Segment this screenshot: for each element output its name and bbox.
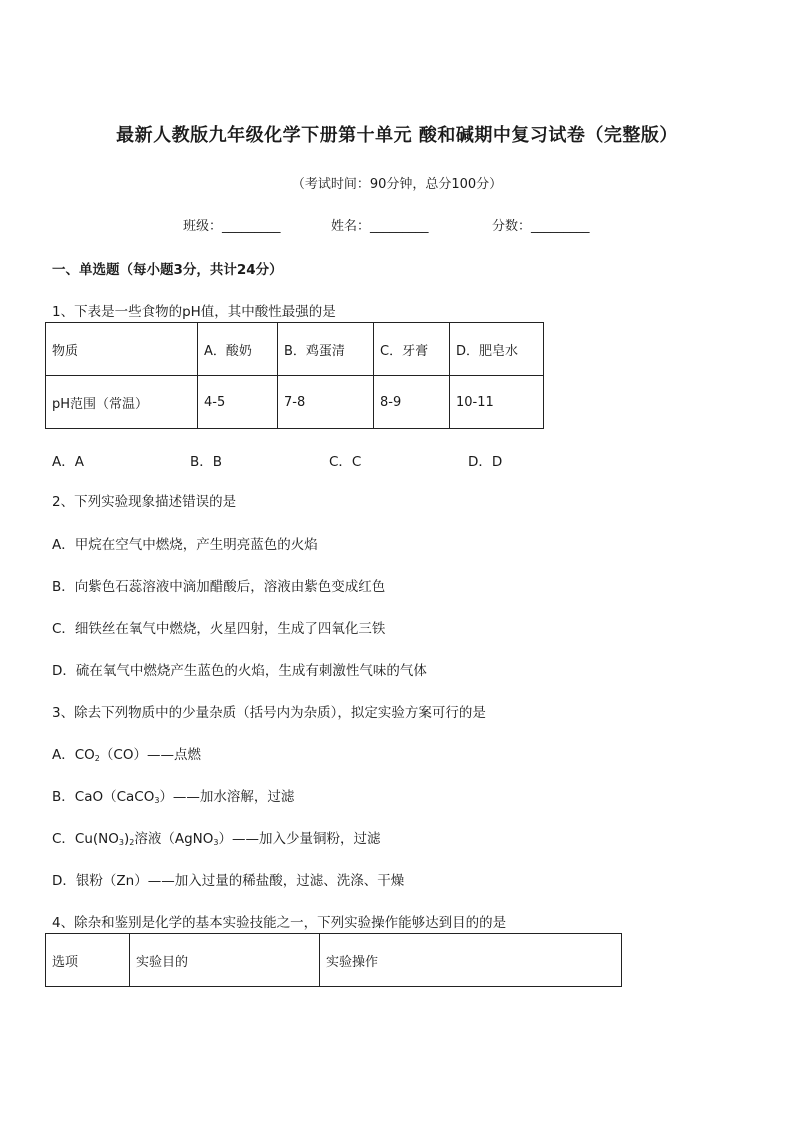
question-3-option-a[interactable] [52,743,201,763]
subscript: 3 [154,796,160,805]
question-2-option-c[interactable]: C．细铁丝在氧气中燃烧，火星四射，生成了四氧化三铁 [52,621,386,637]
name-field: 姓名：_________ [331,219,429,234]
subscript: 3 [118,838,124,847]
question-3-option-d[interactable]: D．银粉（Zn）——加入过量的稀盐酸，过滤、洗涤、干燥 [52,873,405,889]
option-text: ）——加水溶解，过滤 [159,789,295,805]
formula-text: 溶液（AgNO [134,831,214,847]
question-4-stem: 4、除杂和鉴别是化学的基本实验技能之一，下列实验操作能够达到目的的是 [52,915,507,931]
option-text: （CO）——点燃 [99,747,201,763]
option-text: ）——加入少量铜粉，过滤 [218,831,381,847]
question-1-option-b[interactable]: B．B [190,454,223,470]
table-cell: A．酸奶 [198,323,278,376]
table-cell: 实验操作 [320,934,622,987]
question-3-option-c[interactable] [52,827,381,847]
table-cell: pH范围（常温） [46,376,198,429]
subscript: 2 [129,838,135,847]
page-title: 最新人教版九年级化学下册第十单元 酸和碱期中复习试卷（完整版） [116,125,678,146]
table-row [46,323,544,376]
table-cell: 10-11 [450,376,544,429]
table-cell: 物质 [46,323,198,376]
table-cell: 4-5 [198,376,278,429]
question-4-table [45,933,622,987]
table-cell: 选项 [46,934,130,987]
question-1-table [45,322,544,429]
exam-subtitle: （考试时间：90分钟，总分100分） [291,177,503,192]
question-1-option-c[interactable]: C．C [329,454,362,470]
score-field: 分数：_________ [492,219,590,234]
question-3-option-b[interactable] [52,785,294,805]
subscript: 2 [94,754,100,763]
table-cell: 实验目的 [130,934,320,987]
formula-text: B．CaO（CaCO [52,789,155,805]
table-row [46,376,544,429]
question-2-option-a[interactable]: A．甲烷在空气中燃烧，产生明亮蓝色的火焰 [52,537,318,553]
section-heading: 一、单选题（每小题3分，共计24分） [52,262,283,278]
table-cell: B．鸡蛋清 [278,323,374,376]
subscript: 3 [213,838,219,847]
question-3-stem: 3、除去下列物质中的少量杂质（括号内为杂质），拟定实验方案可行的是 [52,705,486,721]
table-cell: C．牙膏 [374,323,450,376]
table-cell: 7-8 [278,376,374,429]
question-2-option-b[interactable]: B．向紫色石蕊溶液中滴加醋酸后，溶液由紫色变成红色 [52,579,386,595]
class-field: 班级：_________ [183,219,281,234]
question-2-stem: 2、下列实验现象描述错误的是 [52,494,237,510]
table-cell: 8-9 [374,376,450,429]
question-1-option-d[interactable]: D．D [468,454,503,470]
table-cell: D．肥皂水 [450,323,544,376]
question-1-stem: 1、下表是一些食物的pH值，其中酸性最强的是 [52,304,336,320]
formula-text: A．CO [52,747,95,763]
table-row [46,934,622,987]
question-2-option-d[interactable]: D．硫在氧气中燃烧产生蓝色的火焰，生成有刺激性气味的气体 [52,663,427,679]
question-1-option-a[interactable]: A．A [52,454,84,470]
formula-text: C．Cu(NO [52,831,119,847]
formula-text: ) [124,831,130,847]
